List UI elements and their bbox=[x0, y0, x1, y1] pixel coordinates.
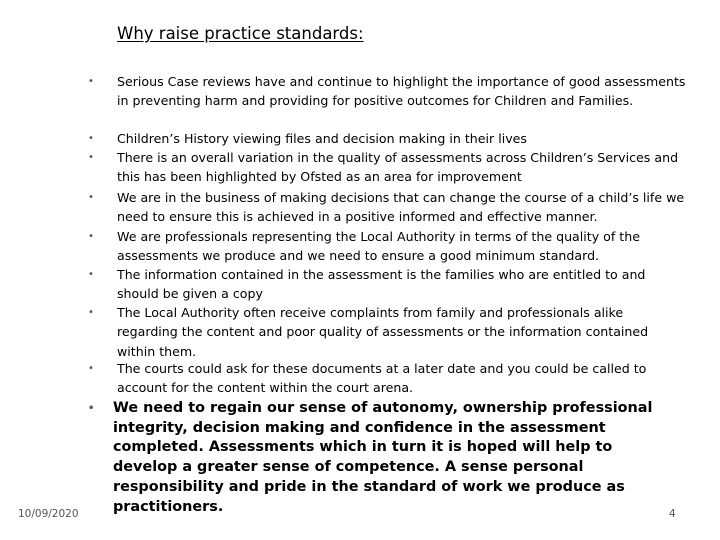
bullet-icon: • bbox=[88, 133, 94, 144]
bullet-icon: • bbox=[88, 363, 94, 374]
bullet-text: We are in the business of making decisions that can change the course of a child’s life we need to ensure this is achieved in a positive informed and effective manner. bbox=[117, 190, 685, 225]
page-number: 4 bbox=[669, 508, 676, 520]
bullet-icon: • bbox=[88, 231, 94, 242]
bullet-item bbox=[88, 148, 687, 187]
bullet-text: We are professionals representing the Local Authority in terms of the quality of the assessments we produce and we need to ensure a good minimum standard. bbox=[117, 229, 640, 264]
bullet-item bbox=[88, 359, 687, 398]
bullet-item bbox=[88, 72, 687, 111]
bullet-text: We need to regain our sense of autonomy, ownership professional integrity, decision making and confidence in the assessment completed. Assessments which in turn it is hoped will help to develop a greater sense of competence. A sense personal responsibility and pride in the standard of work we produce as practitioners. bbox=[113, 400, 653, 515]
bullet-text: The Local Authority often receive complaints from family and professionals alike regarding the content and poor quality of assessments or the information contained within them. bbox=[117, 305, 649, 359]
bullet-icon: • bbox=[88, 307, 94, 318]
bullet-text: Children’s History viewing files and decision making in their lives bbox=[117, 131, 527, 146]
bullet-text: There is an overall variation in the quality of assessments across Children’s Services and this has been highlighted by Ofsted as an area for improvement bbox=[117, 150, 679, 185]
bullet-text: The courts could ask for these documents at a later date and you could be called to account for the content within the court arena. bbox=[117, 361, 647, 396]
bullet-icon: • bbox=[88, 192, 94, 203]
bullet-icon: • bbox=[88, 269, 94, 280]
bullet-item bbox=[88, 227, 687, 266]
bullet-icon: • bbox=[88, 76, 94, 87]
bullet-item bbox=[88, 303, 687, 361]
bullet-item-emphasis bbox=[88, 399, 673, 517]
bullet-item bbox=[88, 129, 687, 148]
bullet-text: The information contained in the assessment is the families who are entitled to and should be given a copy bbox=[117, 267, 646, 302]
bullet-item bbox=[88, 188, 687, 227]
bullet-item bbox=[88, 265, 687, 304]
slide-title: Why raise practice standards: bbox=[117, 24, 364, 43]
footer-date: 10/09/2020 bbox=[18, 508, 79, 520]
bullet-text: Serious Case reviews have and continue to highlight the importance of good assessments in preventing harm and providing for positive outcomes for Children and Families. bbox=[117, 74, 686, 109]
bullet-icon: • bbox=[88, 152, 94, 163]
bullet-icon: • bbox=[88, 403, 95, 414]
